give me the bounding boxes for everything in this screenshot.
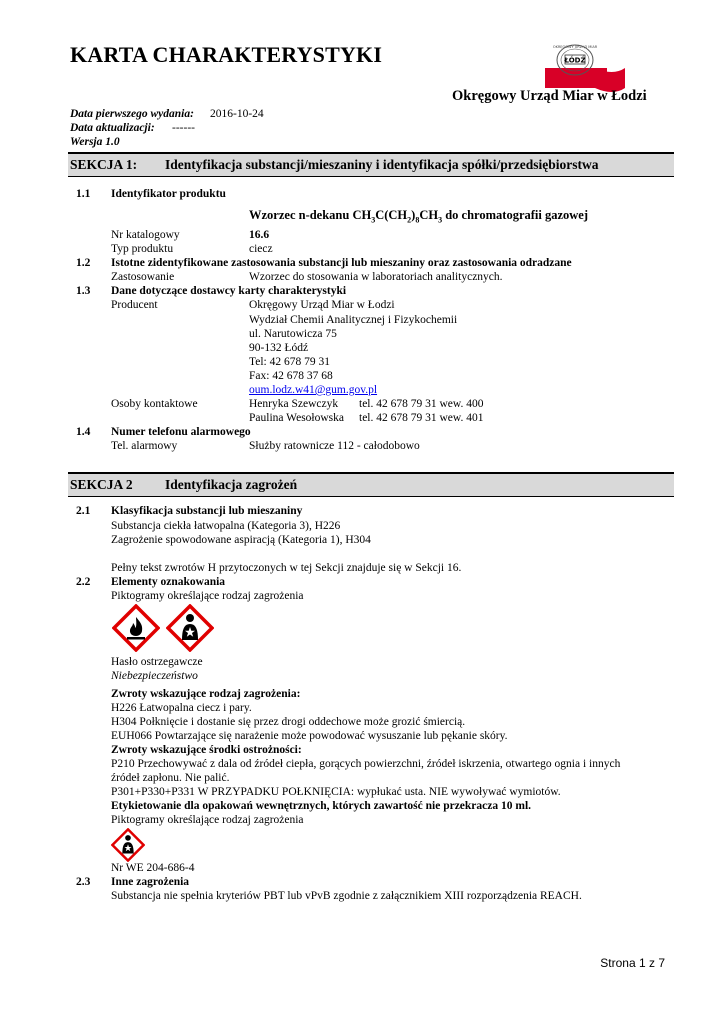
producer-label: Producent <box>111 299 158 311</box>
type-label: Typ produktu <box>111 243 174 255</box>
use-value: Wzorzec do stosowania w laboratoriach analitycznych. <box>249 271 503 283</box>
use-label: Zastosowanie <box>111 271 175 283</box>
signal-word-value: Niebezpieczeństwo <box>111 670 198 682</box>
producer-line: ul. Narutowicza 75 <box>249 328 337 340</box>
signal-word-label: Hasło ostrzegawcze <box>111 656 203 668</box>
contact-1-name: Henryka Szewczyk <box>249 398 339 410</box>
contact-1-tel: tel. 42 678 79 31 wew. 400 <box>359 398 484 410</box>
first-issue-value: 2016-10-24 <box>210 108 264 120</box>
s22-title: Elementy oznakowania <box>111 576 226 588</box>
contact-2-tel: tel. 42 678 79 31 wew. 401 <box>359 412 484 424</box>
s13-title: Dane dotyczące dostawcy karty charakterystyki <box>111 285 347 297</box>
alarm-label: Tel. alarmowy <box>111 440 178 452</box>
h-statement: EUH066 Powtarzające się narażenie może powodować wysuszanie lub pękanie skóry. <box>111 730 508 742</box>
s23-title: Inne zagrożenia <box>111 876 190 888</box>
email-link[interactable]: oum.lodz.w41@gum.gov.pl <box>249 384 378 396</box>
producer-line: Okręgowy Urząd Miar w Łodzi <box>249 299 395 311</box>
catalog-value: 16.6 <box>249 229 270 241</box>
document-title: KARTA CHARAKTERYSTYKI <box>70 42 383 67</box>
contact-2-name: Paulina Wesołowska <box>249 412 345 424</box>
section-1-title: Identyfikacja substancji/mieszaniny i identyfikacja spółki/przedsiębiorstwa <box>165 157 599 172</box>
h-statement: H226 Łatwopalna ciecz i pary. <box>111 702 252 714</box>
section-1-header <box>68 152 674 177</box>
version-label: Wersja 1.0 <box>70 136 120 148</box>
h-statements-title: Zwroty wskazujące rodzaj zagrożenia: <box>111 688 301 700</box>
s11-number: 1.1 <box>76 188 91 200</box>
s21-number: 2.1 <box>76 505 91 517</box>
alarm-value: Służby ratownicze 112 - całodobowo <box>249 440 420 452</box>
s21-title: Klasyfikacja substancji lub mieszaniny <box>111 505 303 517</box>
we-number: Nr WE 204-686-4 <box>111 862 195 874</box>
logo-text: ŁÓDŹ <box>564 56 586 65</box>
section-2-number: SEKCJA 2 <box>70 477 133 492</box>
p-statements-title: Zwroty wskazujące środki ostrożności: <box>111 744 302 756</box>
s22-number: 2.2 <box>76 576 91 588</box>
logo-arc-text: OKRĘGOWY URZĄD MIAR <box>552 45 598 49</box>
producer-line: 90-132 Łódź <box>249 342 309 354</box>
product-name: Wzorzec n-dekanu $CH_3C(CH_2)_8CH_3$ do chromatografii gazowej <box>249 208 589 225</box>
pictograms-label: Piktogramy określające rodzaj zagrożenia <box>111 590 304 602</box>
health-hazard-pictogram-icon <box>166 604 214 652</box>
s12-title: Istotne zidentyfikowane zastosowania substancji lub mieszaniny oraz zastosowania odradzane <box>111 257 572 269</box>
first-issue-label: Data pierwszego wydania: <box>70 108 194 120</box>
inner-packaging-title: Etykietowanie dla opakowań wewnętrznych, których zawartość nie przekracza 10 ml. <box>111 800 532 812</box>
catalog-label: Nr katalogowy <box>111 229 180 241</box>
update-value: ------ <box>172 122 195 134</box>
p-statement: P210 Przechowywać z dala od źródeł ciepła, gorących powierzchni, źródeł iskrzenia, otwartego ognia i innych <box>111 758 621 770</box>
organization-name: Okręgowy Urząd Miar w Łodzi <box>452 88 647 104</box>
section-1-number: SEKCJA 1: <box>70 157 138 172</box>
section-2-title: Identyfikacja zagrożeń <box>165 477 298 492</box>
producer-line: Tel: 42 678 79 31 <box>249 356 330 368</box>
pictograms-label-2: Piktogramy określające rodzaj zagrożenia <box>111 814 304 826</box>
flame-pictogram-icon <box>112 604 160 652</box>
p-statement: P301+P330+P331 W PRZYPADKU POŁKNIĘCIA: wypłukać usta. NIE wywoływać wymiotów. <box>111 786 561 798</box>
update-label: Data aktualizacji: <box>70 122 155 134</box>
type-value: ciecz <box>249 243 273 255</box>
other-hazards: Substancja nie spełnia kryteriów PBT lub vPvB zgodnie z załącznikiem XIII rozporządzenia REACH. <box>111 890 582 902</box>
s13-number: 1.3 <box>76 285 91 297</box>
section-2-header <box>68 472 674 497</box>
full-text-note: Pełny tekst zwrotów H przytoczonych w tej Sekcji znajduje się w Sekcji 16. <box>111 562 462 574</box>
contacts-label: Osoby kontaktowe <box>111 398 198 410</box>
classification-1: Substancja ciekła łatwopalna (Kategoria 3), H226 <box>111 520 341 532</box>
producer-line: Wydział Chemii Analitycznej i Fizykochemii <box>249 314 458 326</box>
s14-title: Numer telefonu alarmowego <box>111 426 251 438</box>
classification-2: Zagrożenie spowodowane aspiracją (Kategoria 1), H304 <box>111 534 371 546</box>
s12-number: 1.2 <box>76 257 91 269</box>
producer-line: Fax: 42 678 37 68 <box>249 370 333 382</box>
s14-number: 1.4 <box>76 426 91 438</box>
h-statement: H304 Połknięcie i dostanie się przez drogi oddechowe może grozić śmiercią. <box>111 716 466 728</box>
page-number: Strona 1 z 7 <box>600 956 665 970</box>
s11-title: Identyfikator produktu <box>111 188 226 200</box>
health-hazard-pictogram-small-icon <box>111 828 145 862</box>
p-statement-cont: źródeł zapłonu. Nie palić. <box>111 772 230 784</box>
s23-number: 2.3 <box>76 876 91 888</box>
